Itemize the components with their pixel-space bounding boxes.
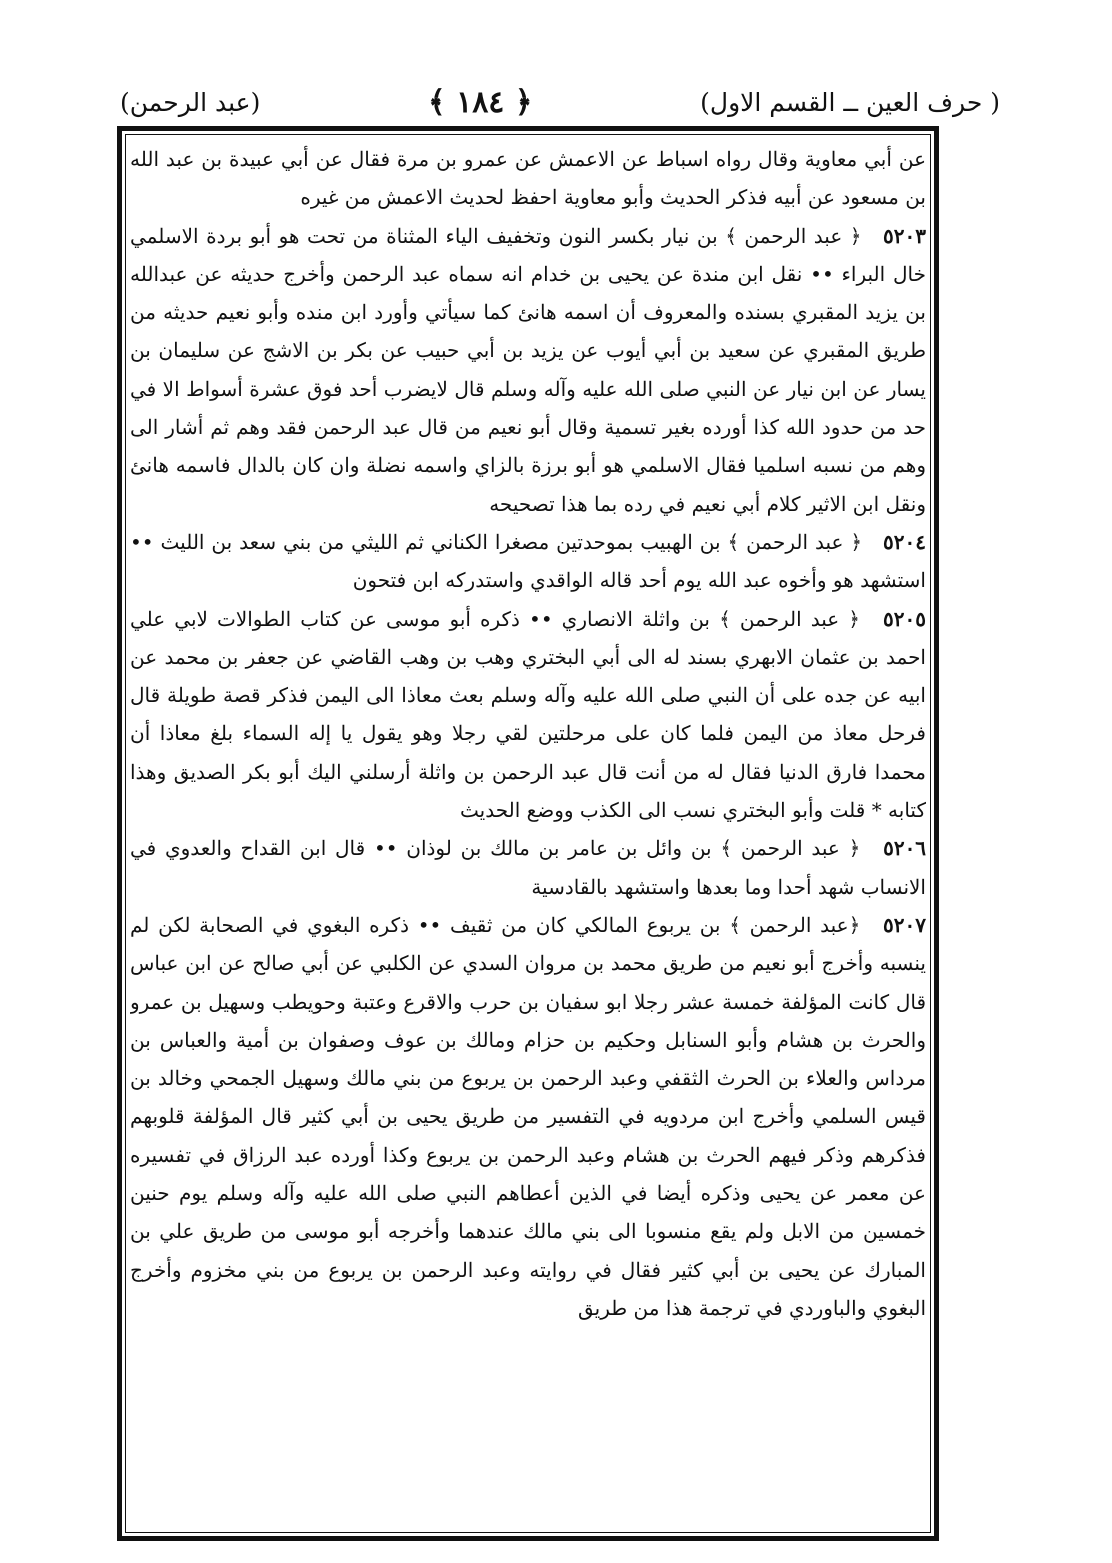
- entry-name: ﴿ عبد الرحمن ﴾: [719, 606, 860, 631]
- entry-5206: [130, 829, 926, 906]
- page-number: ﴿ ١٨٤ ﴾: [428, 84, 533, 120]
- entry-name: ﴿ عبد الرحمن ﴾: [720, 836, 861, 861]
- entry-text: بن الهبيب بموحدتين مصغرا الكناني ثم الليثي من بني سعد بن الليث •• استشهد هو وأخوه عبد الله يوم أحد قاله الواقدي واستدركه ابن فتحون: [130, 529, 926, 593]
- entry-name: ﴿عبد الرحمن ﴾: [729, 912, 861, 937]
- entry-5207: [130, 906, 926, 1327]
- entry-number: ٥٢٠٤: [883, 529, 926, 554]
- text-body: [130, 140, 926, 1530]
- entry-name: ﴿ عبد الرحمن ﴾: [725, 223, 862, 248]
- paragraph-text: عن أبي معاوية وقال رواه اسباط عن الاعمش عن عمرو بن مرة فقال عن أبي عبيدة بن عبد الله بن مسعود عن أبيه فذكر الحديث وأبو معاوية احفظ لحديث الاعمش من غيره: [130, 147, 926, 210]
- entry-number: ٥٢٠٣: [883, 223, 926, 248]
- header-running-title: (عبد الرحمن): [120, 87, 261, 117]
- entry-text: بن واثلة الانصاري •• ذكره أبو موسى عن كتاب الطوالات لابي علي احمد بن عثمان الابهري بسند له الى أبي البختري وهب بن وهب القاضي عن جعفر بن محمد عن ابيه عن جده على أن النبي صلى الله عليه وآله وسلم بعث معاذا الى اليمن فذكر قصة طويلة قال فرحل معاذ من اليمن فلما كان على مرحلتين لقي رجلا وهو يقول يا إله السماء بلغ معاذا أن محمدا فارق الدنيا فقال له من أنت قال عبد الرحمن بن واثلة أرسلني اليك أبو بكر الصديق وهذا كتابه * قلت وأبو البختري نسب الى الكذب ووضع الحديث: [130, 606, 926, 823]
- entry-5203: [130, 217, 926, 523]
- entry-name: ﴿ عبد الرحمن ﴾: [727, 529, 863, 554]
- entry-5205: [130, 600, 926, 830]
- entry-text: بن وائل بن عامر بن مالك بن لوذان •• قال ابن القداح والعدوي في الانساب شهد أحدا وما بعدها واستشهد بالقادسية: [130, 836, 926, 899]
- entry-number: ٥٢٠٦: [883, 836, 926, 861]
- entry-text: بن نيار بكسر النون وتخفيف الياء المثناة من تحت هو أبو بردة الاسلمي خال البراء •• نقل ابن مندة عن يحيى بن خدام انه سماه عبد الرحمن وأخرج حديثه عن عبدالله بن يزيد المقبري بسنده والمعروف أن اسمه هانئ كما سيأتي وأورد ابن منده وأبو نعيم حديثه من طريق المقبري عن سعيد بن أبي أيوب عن يزيد بن أبي حبيب عن بكر بن الاشج عن سليمان بن يسار عن ابن نيار عن النبي صلى الله عليه وآله وسلم قال لايضرب أحد فوق عشرة أسواط الا في حد من حدود الله كذا أورده بغير تسمية وقال أبو نعيم من قال عبد الرحمن فقد وهم ثم أشار الى وهم من نسبه اسلميا فقال الاسلمي هو أبو برزة بالزاي واسمه نضلة وان كان بالدال فاسمه هانئ ونقل ابن الاثير كلام أبي نعيم في رده بما هذا تصحيحه: [130, 223, 926, 516]
- header-section-title: ( حرف العين ــ القسم الاول): [700, 87, 1000, 117]
- page-header: [120, 80, 1000, 124]
- entry-number: ٥٢٠٧: [883, 912, 926, 937]
- entry-5204: [130, 523, 926, 600]
- entry-number: ٥٢٠٥: [883, 606, 926, 631]
- paragraph-continuation: [130, 140, 926, 217]
- entry-text: بن يربوع المالكي كان من ثقيف •• ذكره البغوي في الصحابة لكن لم ينسبه وأخرج أبو نعيم من طريق محمد بن مروان السدي عن الكلبي عن أبي صالح عن ابن عباس قال كانت المؤلفة خمسة عشر رجلا ابو سفيان بن حرب والاقرع وعتبة وحويطب وسهيل بن عمرو والحرث بن هشام وأبو السنابل وحكيم بن حزام ومالك بن عوف وصفوان بن أمية والعباس بن مرداس والعلاء بن الحرث الثقفي وعبد الرحمن بن يربوع من بني مالك وسهيل الجمحي وخالد بن قيس السلمي وأخرج ابن مردويه في التفسير من طريق يحيى بن أبي كثير قال المؤلفة قلوبهم فذكرهم وذكر فيهم الحرث بن هشام وعبد الرحمن بن يربوع وكذا أورده عبد الرزاق في تفسيره عن معمر عن يحيى وذكره أيضا في الذين أعطاهم النبي صلى الله عليه وآله وسلم يوم حنين خمسين من الابل ولم يقع منسوبا الى بني مالك عندهما وأخرجه أبو موسى من طريق علي بن المبارك عن يحيى بن أبي كثير فقال في روايته وعبد الرحمن بن يربوع من بني مخزوم وأخرج البغوي والباوردي في ترجمة هذا من طريق: [130, 912, 926, 1320]
